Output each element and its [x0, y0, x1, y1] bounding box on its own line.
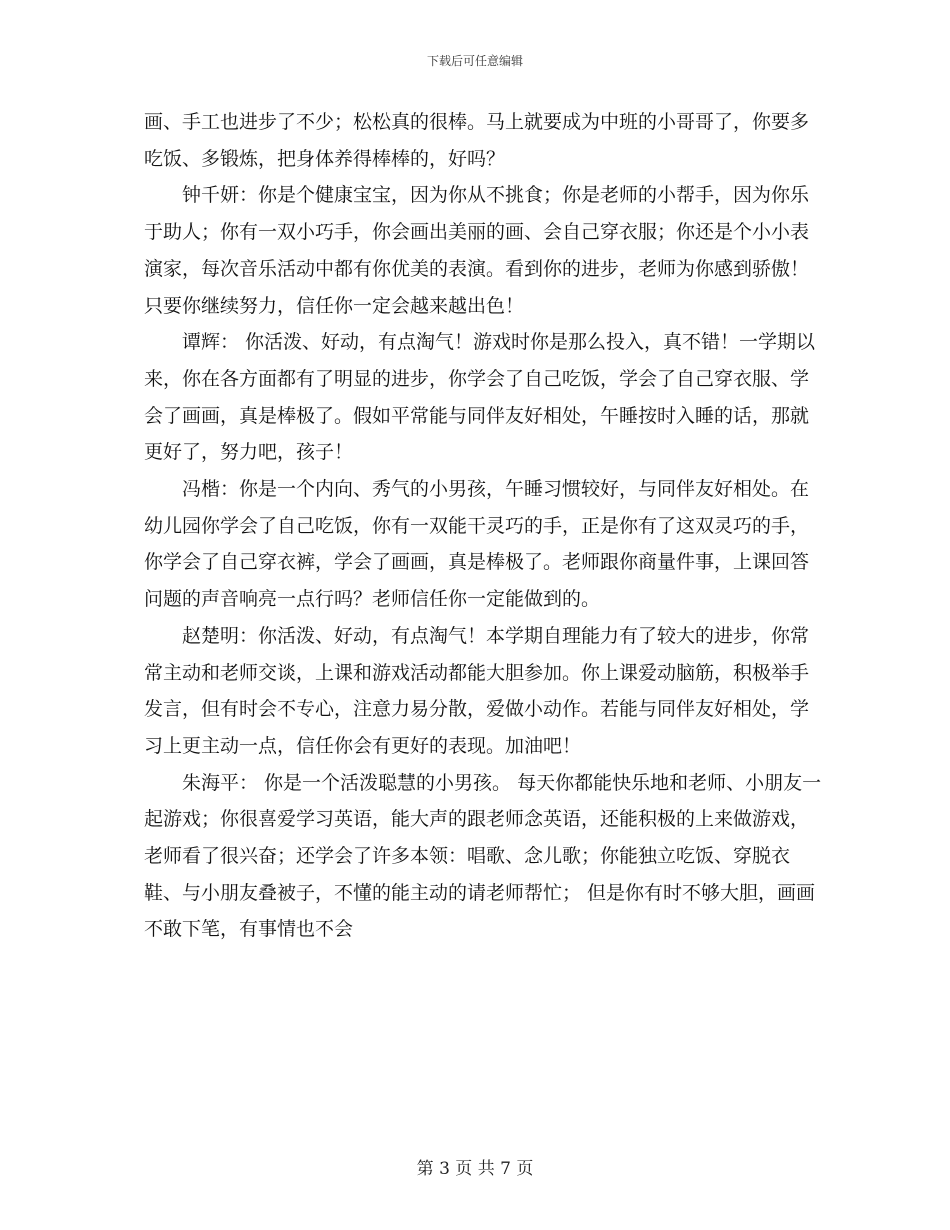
paragraph-tan-hui: 谭辉： 你活泼、好动，有点淘气！游戏时你是那么投入，真不错！一学期以来，你在各方面都有了明显的进步，你学会了自己吃饭，学会了自己穿衣服、学会了画画，真是棒极了。假如平常能与同伴友好相处，午睡按时入睡的话，那就更好了，努力吧，孩子！ [144, 331, 816, 464]
document-body [144, 104, 824, 948]
paragraph-continuation: 画、手工也进步了不少；松松真的很棒。马上就要成为中班的小哥哥了，你要多吃饭、多锻炼，把身体养得棒棒的，好吗？ [144, 111, 810, 170]
paragraph-zhong-qianyan: 钟千妍：你是个健康宝宝，因为你从不挑食；你是老师的小帮手，因为你乐于助人；你有一双小巧手，你会画出美丽的画、会自己穿衣服；你还是个小小表演家，每次音乐活动中都有你优美的表演。看到你的进步，老师为你感到骄傲！只要你继续努力，信任你一定会越来越出色！ [144, 184, 810, 317]
paragraph-zhu-haiping: 朱海平： 你是一个活泼聪慧的小男孩。 每天你都能快乐地和老师、小朋友一起游戏；你很喜爱学习英语，能大声的跟老师念英语，还能积极的上来做游戏，老师看了很兴奋；还学会了许多本领：唱歌、念儿歌；你能独立吃饭、穿脱衣鞋、与小朋友叠被子，不懂的能主动的请老师帮忙； 但是你有时不够大胆，画画不敢下笔，有事情也不会 [144, 771, 822, 941]
paragraph-feng-kai: 冯楷：你是一个内向、秀气的小男孩，午睡习惯较好，与同伴友好相处。在幼儿园你学会了自己吃饭，你有一双能干灵巧的手，正是你有了这双灵巧的手，你学会了自己穿衣裤，学会了画画，真是棒极了。老师跟你商量件事，上课回答问题的声音响亮一点行吗？老师信任你一定能做到的。 [144, 478, 810, 611]
page-number-footer: 第 3 页 共 7 页 [416, 1159, 534, 1179]
page-header-note: 下载后可任意编辑 [426, 54, 523, 68]
paragraph-zhao-chuming: 赵楚明：你活泼、好动，有点淘气！本学期自理能力有了较大的进步，你常常主动和老师交谈，上课和游戏活动都能大胆参加。你上课爱动脑筋，积极举手发言，但有时会不专心，注意力易分散，爱做小动作。若能与同伴友好相处，学习上更主动一点，信任你会有更好的表现。加油吧！ [144, 624, 810, 757]
